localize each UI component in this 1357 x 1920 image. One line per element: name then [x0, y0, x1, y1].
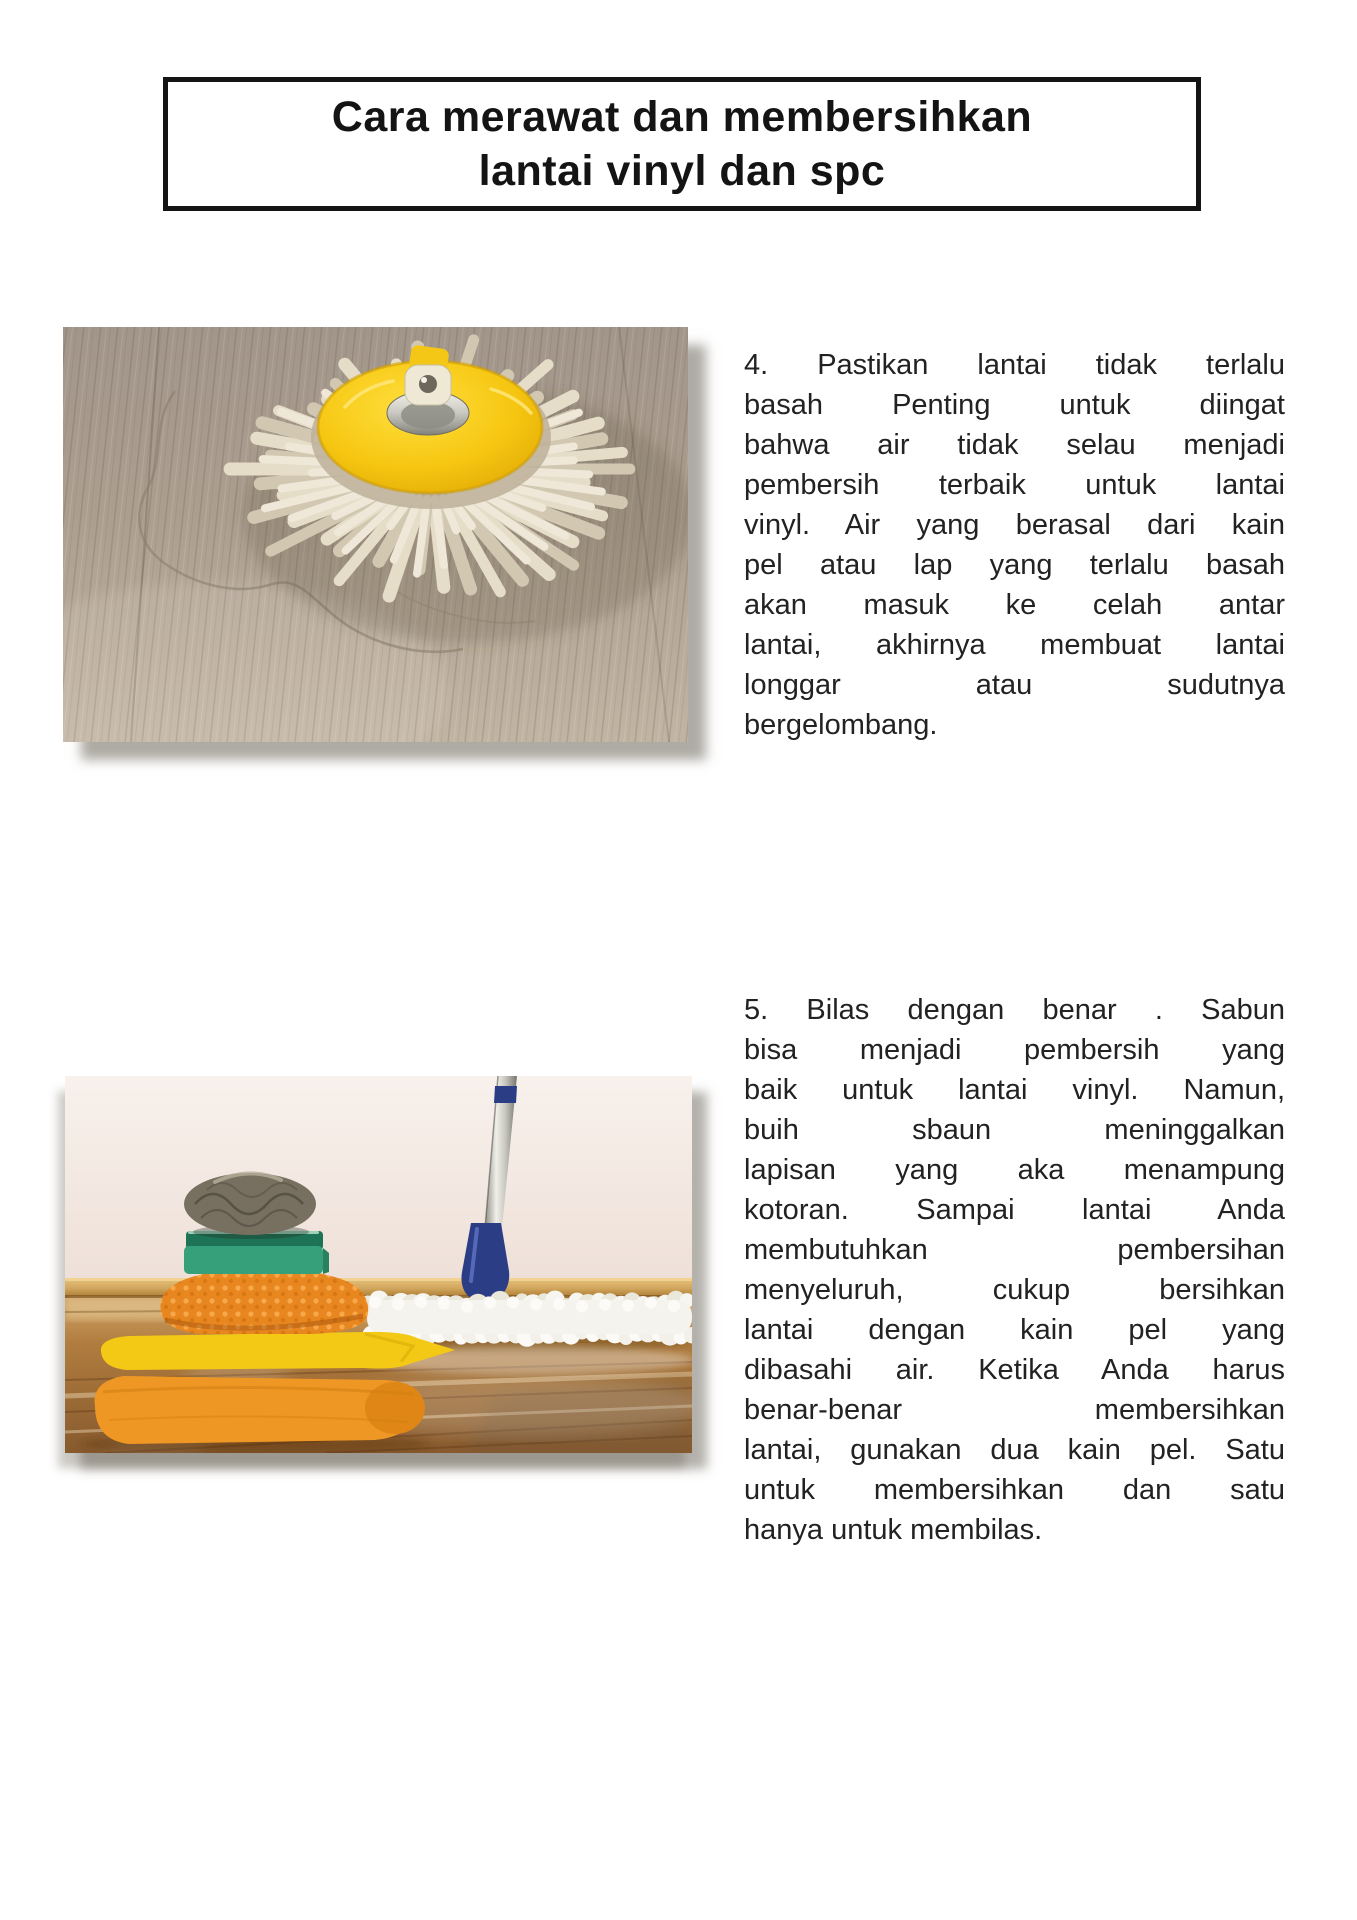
text-line: pembersih terbaik untuk lantai: [744, 469, 1285, 501]
sponge-body: [184, 1246, 323, 1274]
towel-fold: [365, 1382, 425, 1434]
page-title-line-2: lantai vinyl dan spc: [478, 147, 886, 195]
text-line: lantai, gunakan dua kain pel. Satu: [744, 1434, 1285, 1466]
text-line: akan masuk ke celah antar: [744, 589, 1285, 621]
text-line: longgar atau sudutnya: [744, 669, 1285, 701]
text-line: untuk membersihkan dan satu: [744, 1474, 1285, 1506]
text-line: dibasahi air. Ketika Anda harus: [744, 1354, 1285, 1386]
text-line: membutuhkan pembersihan: [744, 1234, 1285, 1266]
text-line: basah Penting untuk diingat: [744, 389, 1285, 421]
text-line: bisa menjadi pembersih yang: [744, 1034, 1285, 1066]
text-line: baik untuk lantai vinyl. Namun,: [744, 1074, 1285, 1106]
text-line: hanya untuk membilas.: [744, 1514, 1043, 1546]
text-line: lantai dengan kain pel yang: [744, 1314, 1285, 1346]
text-line: pel atau lap yang terlalu basah: [744, 549, 1285, 581]
title-box: [163, 77, 1201, 211]
text-line: benar-benar membersihkan: [744, 1394, 1285, 1426]
cleaning-supplies-photo: [65, 1076, 692, 1453]
cleaning-supplies-illustration: [65, 1076, 692, 1453]
wet-spin-mop-illustration: [63, 327, 688, 742]
text-line: lantai, akhirnya membuat lantai: [744, 629, 1285, 661]
text-line: 5. Bilas dengan benar . Sabun: [744, 994, 1285, 1026]
pole-ring: [494, 1086, 517, 1103]
step-4-paragraph: [744, 345, 1285, 745]
step-5-paragraph: [744, 990, 1285, 1550]
yellow-cloth: [101, 1332, 455, 1370]
text-line: 4. Pastikan lantai tidak terlalu: [744, 349, 1285, 381]
text-line: vinyl. Air yang berasal dari kain: [744, 509, 1285, 541]
text-line: lapisan yang aka menampung: [744, 1154, 1285, 1186]
text-line: bahwa air tidak selau menjadi: [744, 429, 1285, 461]
text-line: bergelombang.: [744, 709, 938, 741]
wet-spin-mop-photo: [63, 327, 688, 742]
text-line: buih sbaun meninggalkan: [744, 1114, 1285, 1146]
page-title-line-1: Cara merawat dan membersihkan: [331, 93, 1033, 141]
pink-wall: [65, 1076, 692, 1282]
text-line: menyeluruh, cukup bersihkan: [744, 1274, 1285, 1306]
text-line: kotoran. Sampai lantai Anda: [744, 1194, 1285, 1226]
